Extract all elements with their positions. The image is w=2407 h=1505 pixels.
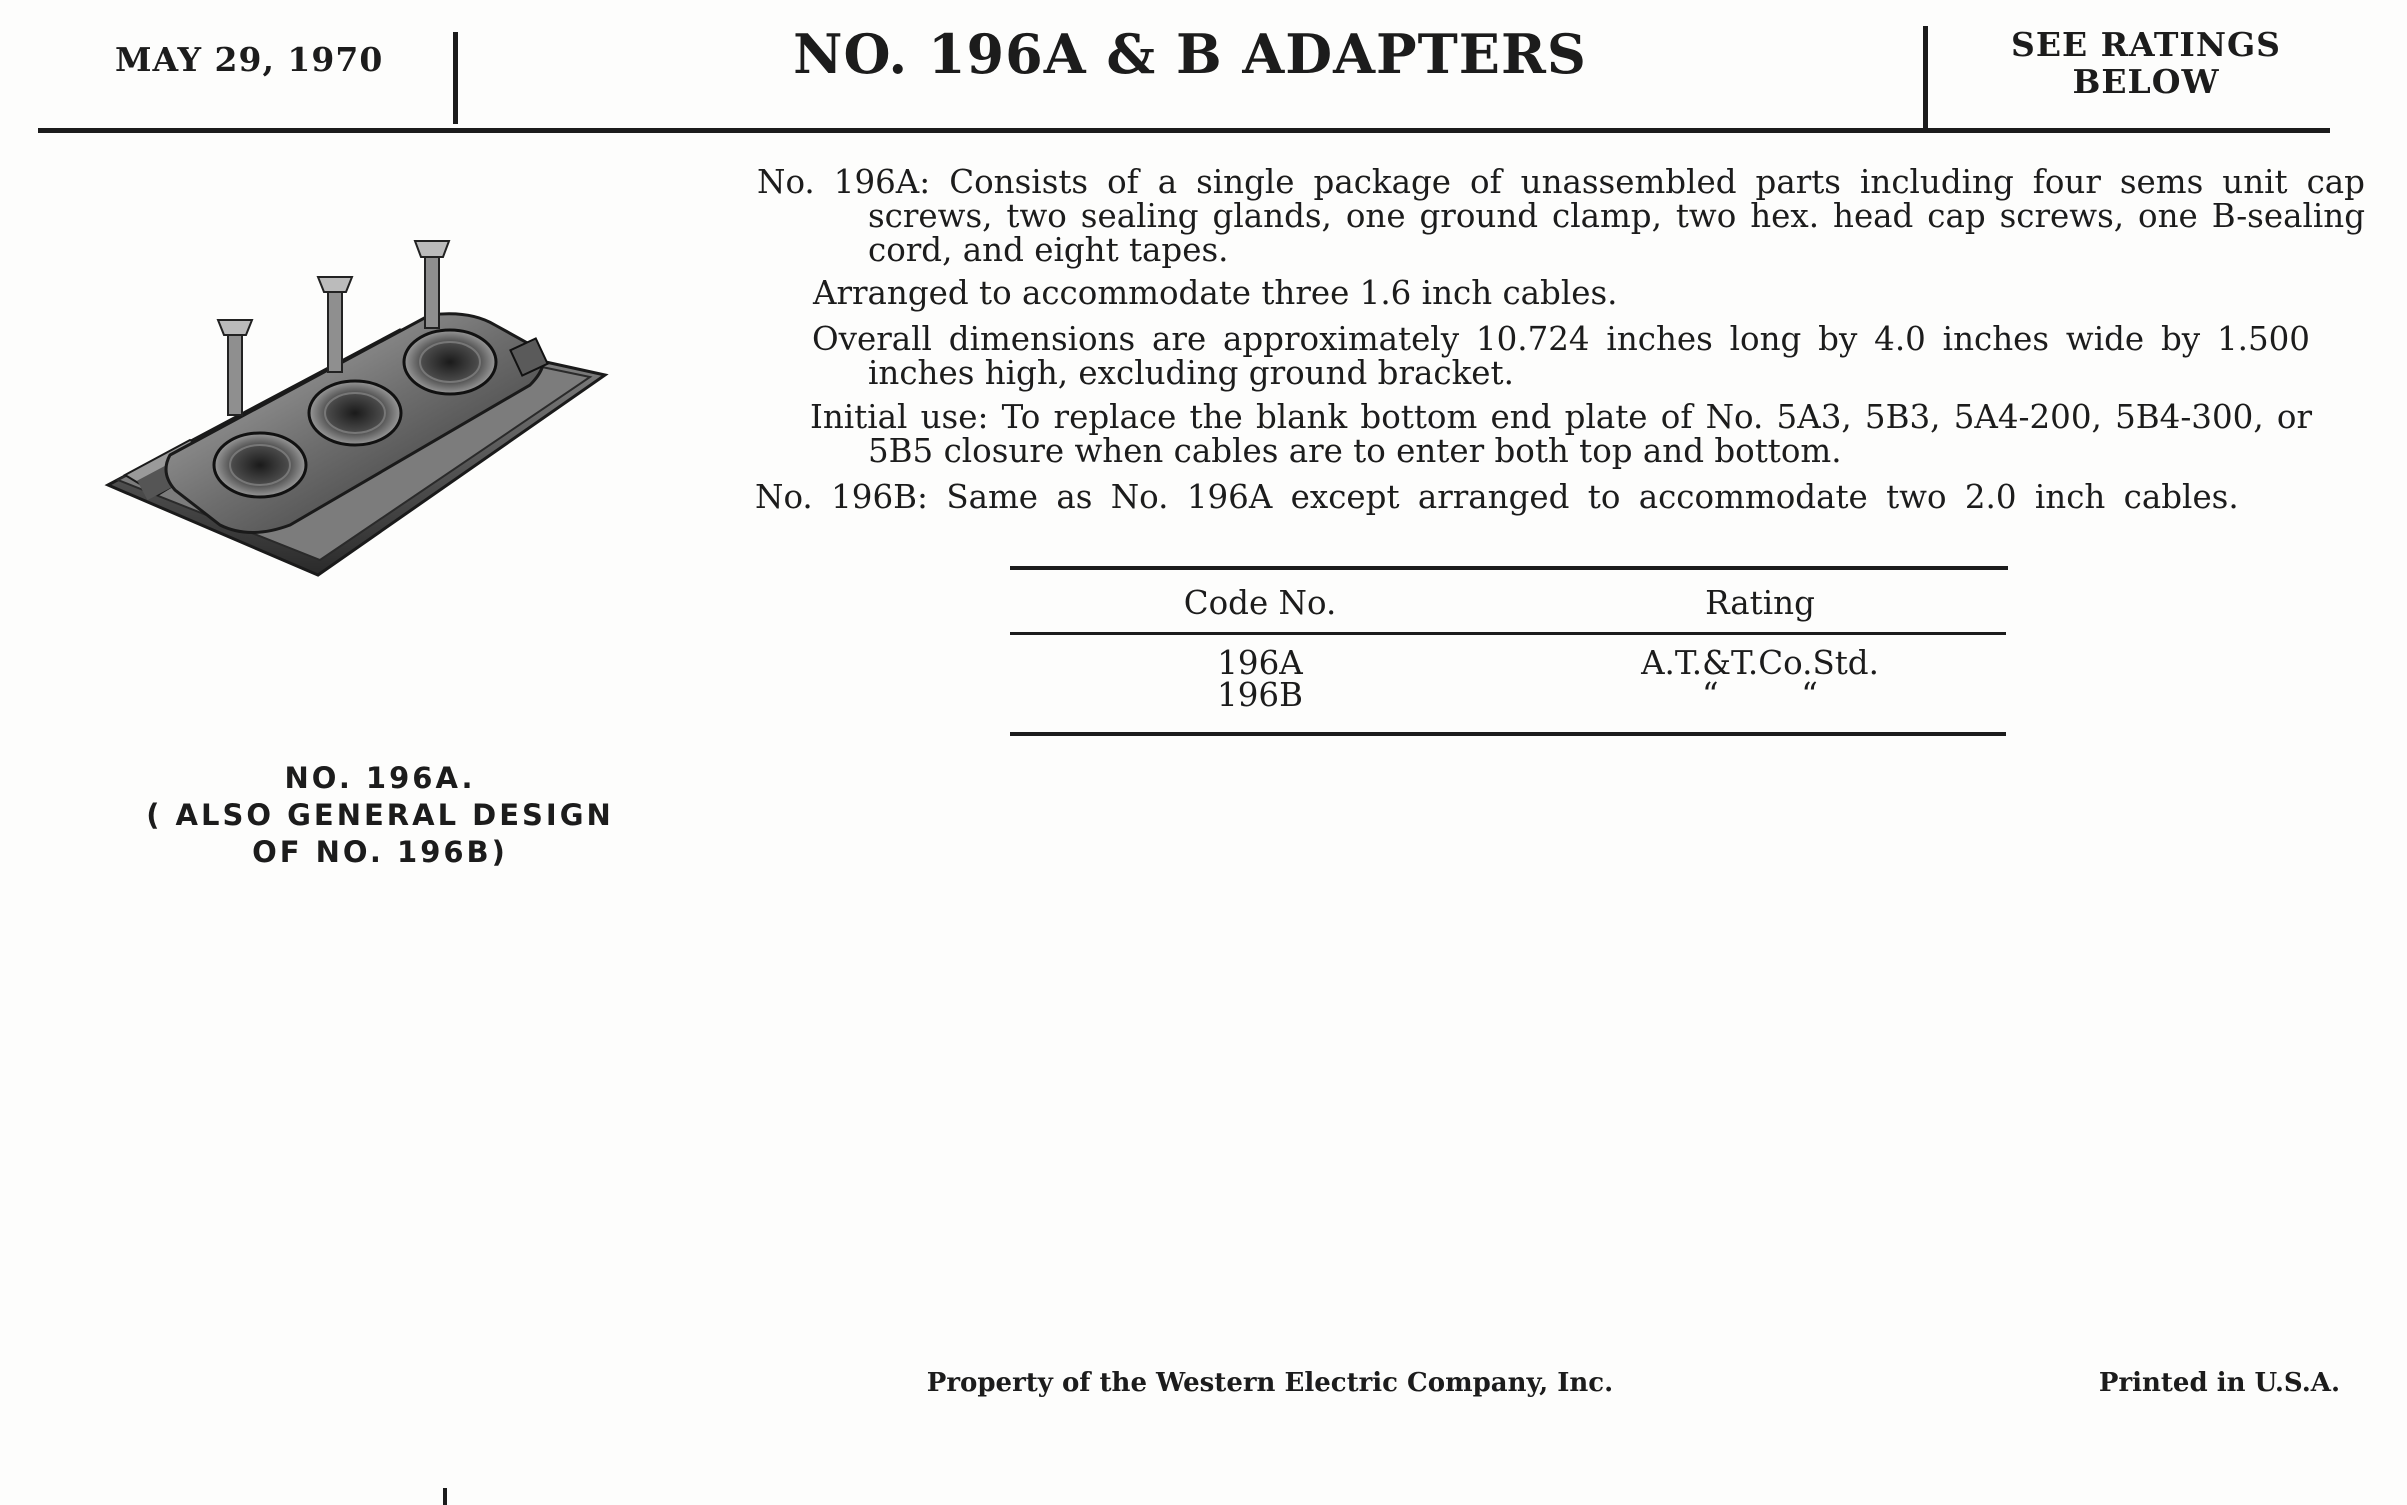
desc-196b-label: No. 196B:	[755, 478, 928, 516]
ratings-note-line1: SEE RATINGS	[2010, 25, 2282, 64]
desc-arranged: Arranged to accommodate three 1.6 inch cables.	[813, 274, 1618, 312]
figure-caption	[120, 760, 640, 871]
figure-caption-line2: ( ALSO GENERAL DESIGN	[146, 798, 614, 832]
footer-property: Property of the Western Electric Company, Inc.	[926, 1368, 1614, 1398]
table-row-196b-code: 196B	[1217, 676, 1303, 714]
card-date: MAY 29, 1970	[115, 40, 384, 79]
footer-printed: Printed in U.S.A.	[2098, 1368, 2340, 1398]
figure-caption-line1: NO. 196A.	[284, 761, 476, 795]
desc-196a	[757, 165, 2365, 267]
desc-dimensions: Overall dimensions are approximately 10.724 inches long by 4.0 inches wide by 1.500 inches high, excluding ground bracket.	[812, 320, 2310, 392]
table-row-196a-rating: A.T.&T.Co.Std.	[1641, 644, 1879, 682]
table-top-rule	[1010, 566, 2008, 570]
table-header-rule	[1010, 632, 2006, 635]
table-row-196b-rating: “ “	[1702, 676, 1818, 714]
desc-196b-text: Same as No. 196A except arranged to accommodate two 2.0 inch cables.	[946, 478, 2239, 516]
ratings-note-line2: BELOW	[2072, 62, 2220, 101]
desc-196a-text: Consists of a single package of unassembled parts including four sems unit cap screws, two sealing glands, one ground clamp, two hex. head cap screws, one B-sealing cord, and eight tapes.	[868, 163, 2365, 269]
ratings-note	[1926, 26, 2366, 100]
bottom-tick-mark	[443, 1488, 447, 1505]
desc-196b	[755, 480, 2254, 514]
header-rule	[38, 128, 2330, 133]
figure-caption-line3: OF NO. 196B)	[252, 835, 508, 869]
table-header-code: Code No.	[1183, 584, 1337, 622]
table-header-rating: Rating	[1705, 584, 1815, 622]
table-bottom-rule	[1010, 732, 2006, 736]
desc-196a-label: No. 196A:	[757, 163, 931, 201]
card-title: NO. 196A & B ADAPTERS	[793, 22, 1587, 86]
table-row-196a-code: 196A	[1217, 644, 1303, 682]
adapter-196a-photo	[100, 225, 620, 595]
desc-initial-use: Initial use: To replace the blank bottom end plate of No. 5A3, 5B3, 5A4-200, 5B4-300, or 5B5 closure when cables are to enter both top and bottom.	[810, 398, 2312, 470]
